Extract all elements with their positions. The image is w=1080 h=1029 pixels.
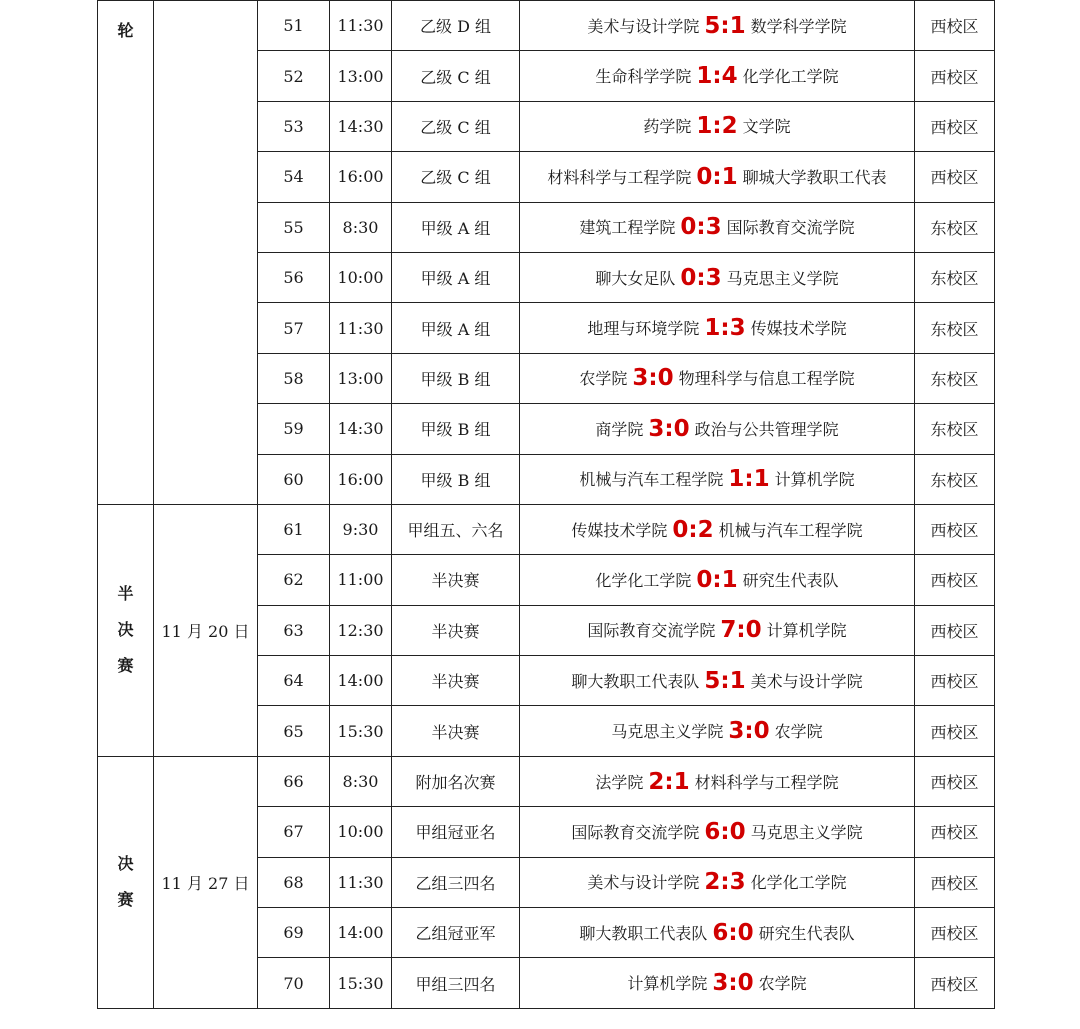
- away-team: 马克思主义学院: [750, 822, 863, 842]
- away-team: 研究生代表队: [742, 570, 839, 590]
- matchup-cell: [520, 605, 915, 655]
- table-row: [98, 1, 995, 51]
- match-score: 0:3: [680, 214, 722, 241]
- match-score: 3:0: [712, 970, 754, 997]
- venue-cell: 东校区: [915, 353, 995, 403]
- home-team: 聊大教职工代表队: [579, 923, 708, 943]
- match-time: 13:00: [330, 51, 392, 101]
- away-team: 农学院: [774, 722, 823, 742]
- venue-cell: 西校区: [915, 857, 995, 907]
- home-team: 马克思主义学院: [611, 722, 724, 742]
- home-team: 地理与环境学院: [587, 319, 700, 339]
- home-team: 机械与汽车工程学院: [579, 470, 724, 490]
- match-time: 14:30: [330, 101, 392, 151]
- match-time: 10:00: [330, 807, 392, 857]
- home-team: 聊大教职工代表队: [571, 671, 700, 691]
- match-number: 68: [258, 857, 330, 907]
- match-group: 甲组三四名: [392, 958, 520, 1008]
- match-score: 0:1: [696, 566, 738, 593]
- stage-char: 决: [117, 854, 134, 874]
- match-score: 0:1: [696, 163, 738, 190]
- matchup-cell: [520, 353, 915, 403]
- match-time: 11:30: [330, 1, 392, 51]
- away-team: 文学院: [742, 117, 791, 137]
- match-score: 2:3: [704, 869, 746, 896]
- matchup-cell: [520, 958, 915, 1008]
- venue-cell: 西校区: [915, 958, 995, 1008]
- match-score: 6:0: [704, 818, 746, 845]
- away-team: 美术与设计学院: [750, 671, 863, 691]
- away-team: 数学科学学院: [750, 16, 847, 36]
- stage-char: 半: [117, 584, 134, 604]
- match-score: 0:3: [680, 264, 722, 291]
- away-team: 物理科学与信息工程学院: [678, 369, 855, 389]
- match-time: 14:00: [330, 908, 392, 958]
- match-group: 甲组五、六名: [392, 504, 520, 554]
- stage-char: 赛: [117, 656, 134, 676]
- match-time: 14:00: [330, 656, 392, 706]
- match-score: 1:1: [728, 466, 770, 493]
- away-team: 计算机学院: [774, 470, 855, 490]
- away-team: 聊城大学教职工代表: [742, 167, 887, 187]
- match-number: 58: [258, 353, 330, 403]
- match-group: 乙组冠亚军: [392, 908, 520, 958]
- date-cell: 11 月 20 日: [154, 504, 258, 756]
- match-score: 2:1: [648, 768, 690, 795]
- matchup-cell: [520, 252, 915, 302]
- away-team: 计算机学院: [766, 621, 847, 641]
- match-number: 67: [258, 807, 330, 857]
- match-group: 甲组冠亚名: [392, 807, 520, 857]
- matchup-cell: [520, 202, 915, 252]
- venue-cell: 东校区: [915, 303, 995, 353]
- away-team: 研究生代表队: [758, 923, 855, 943]
- match-group: 乙级 D 组: [392, 1, 520, 51]
- match-number: 55: [258, 202, 330, 252]
- away-team: 国际教育交流学院: [726, 218, 855, 238]
- venue-cell: 西校区: [915, 605, 995, 655]
- away-team: 材料科学与工程学院: [694, 772, 839, 792]
- match-group: 乙级 C 组: [392, 152, 520, 202]
- venue-cell: 东校区: [915, 252, 995, 302]
- away-team: 政治与公共管理学院: [694, 419, 839, 439]
- home-team: 国际教育交流学院: [571, 822, 700, 842]
- home-team: 建筑工程学院: [579, 218, 676, 238]
- venue-cell: 东校区: [915, 454, 995, 504]
- matchup-cell: [520, 454, 915, 504]
- match-score: 3:0: [728, 718, 770, 745]
- home-team: 化学化工学院: [595, 570, 692, 590]
- match-group: 甲级 B 组: [392, 353, 520, 403]
- match-time: 10:00: [330, 252, 392, 302]
- match-group: 半决赛: [392, 706, 520, 756]
- match-score: 1:3: [704, 315, 746, 342]
- home-team: 商学院: [595, 419, 644, 439]
- home-team: 法学院: [595, 772, 644, 792]
- away-team: 马克思主义学院: [726, 268, 839, 288]
- match-number: 64: [258, 656, 330, 706]
- match-group: 乙级 C 组: [392, 51, 520, 101]
- match-time: 14:30: [330, 404, 392, 454]
- venue-cell: 西校区: [915, 51, 995, 101]
- match-number: 57: [258, 303, 330, 353]
- match-score: 6:0: [712, 919, 754, 946]
- date-cell: [154, 1, 258, 505]
- match-time: 11:30: [330, 857, 392, 907]
- matchup-cell: [520, 756, 915, 806]
- match-group: 半决赛: [392, 605, 520, 655]
- venue-cell: 西校区: [915, 756, 995, 806]
- venue-cell: 西校区: [915, 504, 995, 554]
- match-time: 11:00: [330, 555, 392, 605]
- matchup-cell: [520, 908, 915, 958]
- match-score: 7:0: [720, 617, 762, 644]
- home-team: 聊大女足队: [595, 268, 676, 288]
- match-time: 12:30: [330, 605, 392, 655]
- stage-cell: [98, 756, 154, 1008]
- match-group: 甲级 B 组: [392, 404, 520, 454]
- match-group: 附加名次赛: [392, 756, 520, 806]
- venue-cell: 东校区: [915, 202, 995, 252]
- venue-cell: 西校区: [915, 101, 995, 151]
- match-group: 甲级 A 组: [392, 303, 520, 353]
- match-number: 56: [258, 252, 330, 302]
- match-score: 3:0: [648, 415, 690, 442]
- stage-cell: [98, 504, 154, 756]
- match-number: 65: [258, 706, 330, 756]
- match-number: 51: [258, 1, 330, 51]
- match-time: 9:30: [330, 504, 392, 554]
- match-time: 15:30: [330, 958, 392, 1008]
- venue-cell: 东校区: [915, 404, 995, 454]
- matchup-cell: [520, 51, 915, 101]
- match-group: 半决赛: [392, 555, 520, 605]
- venue-cell: 西校区: [915, 1, 995, 51]
- match-number: 66: [258, 756, 330, 806]
- matchup-cell: [520, 101, 915, 151]
- home-team: 美术与设计学院: [587, 16, 700, 36]
- venue-cell: 西校区: [915, 807, 995, 857]
- home-team: 材料科学与工程学院: [547, 167, 692, 187]
- match-score: 5:1: [704, 667, 746, 694]
- home-team: 美术与设计学院: [587, 873, 700, 893]
- match-time: 16:00: [330, 152, 392, 202]
- match-time: 13:00: [330, 353, 392, 403]
- venue-cell: 西校区: [915, 555, 995, 605]
- matchup-cell: [520, 1, 915, 51]
- match-time: 15:30: [330, 706, 392, 756]
- match-number: 59: [258, 404, 330, 454]
- match-score: 3:0: [632, 365, 674, 392]
- venue-cell: 西校区: [915, 656, 995, 706]
- date-cell: 11 月 27 日: [154, 756, 258, 1008]
- home-team: 农学院: [579, 369, 628, 389]
- home-team: 计算机学院: [627, 974, 708, 994]
- match-number: 70: [258, 958, 330, 1008]
- match-score: 1:4: [696, 63, 738, 90]
- away-team: 传媒技术学院: [750, 319, 847, 339]
- match-number: 54: [258, 152, 330, 202]
- match-group: 半决赛: [392, 656, 520, 706]
- home-team: 国际教育交流学院: [587, 621, 716, 641]
- stage-cell: [98, 1, 154, 505]
- match-number: 63: [258, 605, 330, 655]
- matchup-cell: [520, 656, 915, 706]
- matchup-cell: [520, 303, 915, 353]
- match-number: 61: [258, 504, 330, 554]
- match-number: 53: [258, 101, 330, 151]
- away-team: 化学化工学院: [750, 873, 847, 893]
- match-group: 甲级 A 组: [392, 252, 520, 302]
- stage-char: 赛: [117, 890, 134, 910]
- matchup-cell: [520, 555, 915, 605]
- match-number: 52: [258, 51, 330, 101]
- matchup-cell: [520, 504, 915, 554]
- matchup-cell: [520, 706, 915, 756]
- match-number: 69: [258, 908, 330, 958]
- match-time: 8:30: [330, 756, 392, 806]
- home-team: 药学院: [643, 117, 692, 137]
- stage-char: 轮: [117, 21, 134, 40]
- match-score: 1:2: [696, 113, 738, 140]
- stage-char: 决: [117, 620, 134, 640]
- match-group: 乙组三四名: [392, 857, 520, 907]
- matchup-cell: [520, 807, 915, 857]
- match-score: 5:1: [704, 12, 746, 39]
- home-team: 生命科学学院: [595, 67, 692, 87]
- venue-cell: 西校区: [915, 706, 995, 756]
- matchup-cell: [520, 857, 915, 907]
- home-team: 传媒技术学院: [571, 520, 668, 540]
- away-team: 机械与汽车工程学院: [718, 520, 863, 540]
- match-time: 16:00: [330, 454, 392, 504]
- match-group: 甲级 B 组: [392, 454, 520, 504]
- matchup-cell: [520, 152, 915, 202]
- venue-cell: 西校区: [915, 152, 995, 202]
- match-schedule-table: [97, 0, 995, 1009]
- match-group: 甲级 A 组: [392, 202, 520, 252]
- match-group: 乙级 C 组: [392, 101, 520, 151]
- table-row: [98, 504, 995, 554]
- match-time: 11:30: [330, 303, 392, 353]
- away-team: 农学院: [758, 974, 807, 994]
- match-score: 0:2: [672, 516, 714, 543]
- matchup-cell: [520, 404, 915, 454]
- away-team: 化学化工学院: [742, 67, 839, 87]
- match-time: 8:30: [330, 202, 392, 252]
- schedule-body: [98, 1, 995, 1009]
- match-number: 60: [258, 454, 330, 504]
- table-row: [98, 756, 995, 806]
- match-number: 62: [258, 555, 330, 605]
- venue-cell: 西校区: [915, 908, 995, 958]
